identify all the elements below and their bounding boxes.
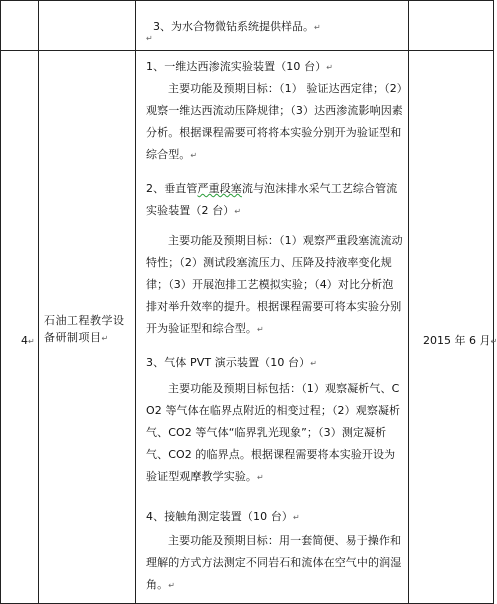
- item-2-body: 主要功能及预期目标：（1）观察严重段塞流流动特性；（2）测试段塞流压力、压降及持液率变化规律；（3）开展泡排工艺模拟实验；（4）对比分析泡排对举升效率的提升。根据课程需要可将本实验分别开为验证型和综合型。↵: [146, 234, 403, 335]
- item-2-heading: 2、垂直管严重段塞流与泡沫排水采气工艺综合管流实验装置（2 台）↵: [146, 182, 398, 217]
- table-border-right: [493, 0, 494, 604]
- spellcheck-underlined-text: 严重段塞: [197, 182, 242, 195]
- column-divider-1: [38, 0, 39, 604]
- paragraph-mark: ↵: [314, 23, 321, 32]
- item-4-heading: 4、接触角测定装置（10 台）↵: [146, 510, 300, 523]
- item-1-body: 主要功能及预期目标：（1） 验证达西定律；（2）观察一维达西流动压降规律；（3）达西渗流影响因素分析。根据课程需要可将将本实验分别开为验证型和综合型。↵: [146, 82, 403, 161]
- item-3-heading: 3、气体 PVT 演示装置（10 台）↵: [146, 356, 318, 369]
- column-divider-2: [135, 0, 136, 604]
- row-3-tail-item: 3、为水合物微钻系统提供样品。↵: [153, 20, 321, 33]
- item-4-body: 主要功能及预期目标：用一套简便、易于操作和理解的方式方法测定不同岩石和流体在空气中的润湿角。↵: [146, 534, 402, 591]
- row-divider: [0, 50, 494, 51]
- row-4-number: 4↵: [21, 334, 35, 347]
- row-3-empty-paragraph-mark: ↵: [146, 34, 153, 43]
- table-border-top: [0, 0, 494, 1]
- row-4-project-name: 石油工程教学设备研制项目↵: [44, 314, 125, 344]
- row-4-date: 2015 年 6 月↵: [423, 334, 497, 347]
- item-1-heading: 1、一维达西渗流实验装置（10 台）↵: [146, 60, 334, 73]
- column-divider-3: [408, 0, 409, 604]
- item-3-body: 主要功能及预期目标包括：（1）观察凝析气、CO2 等气体在临界点附近的相变过程；（2）观察凝析气、CO2 等气体“临界乳光现象”；（3）测定凝析气、CO2 的临界点。根据课程需要将本实验开设为验证型观摩教学实验。↵: [146, 382, 401, 483]
- table-border-left: [0, 0, 1, 604]
